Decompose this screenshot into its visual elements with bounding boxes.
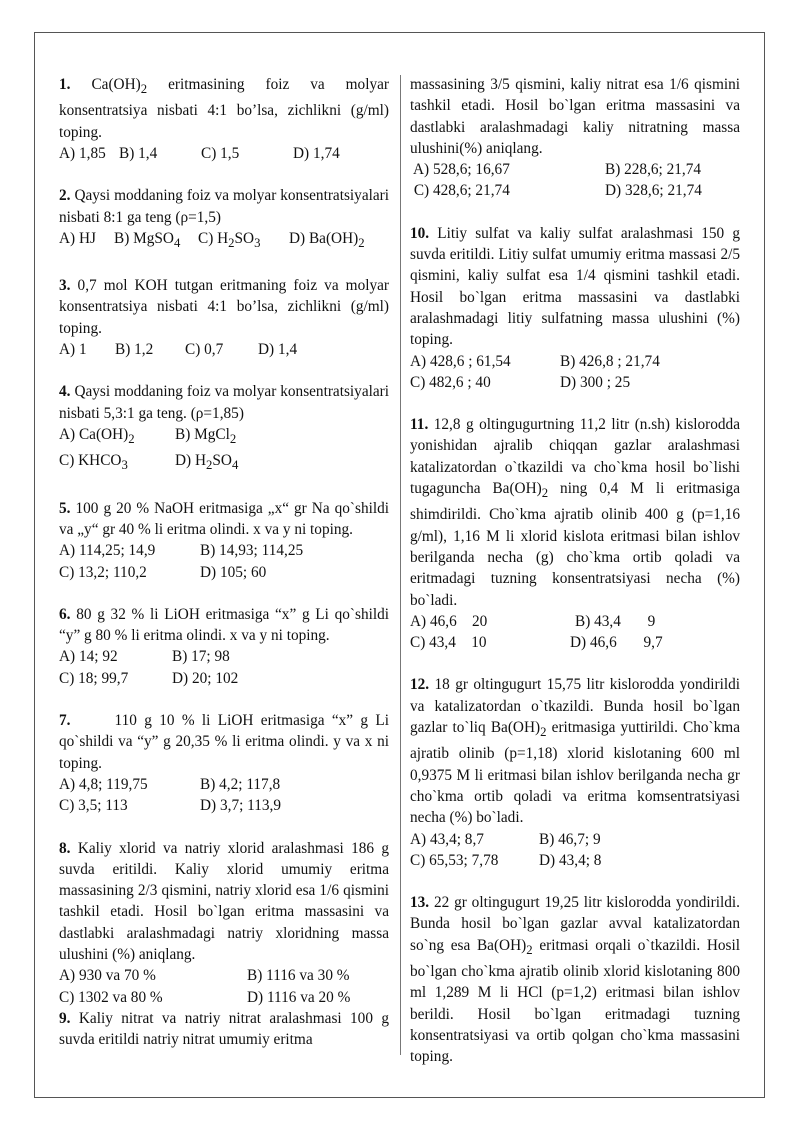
answer-row — [59, 774, 389, 795]
question-body: 12,8 g oltingugurtning 11,2 litr (n.sh) kislorodda yonishidan ajralib chiqqan gazlar aralashmasi katalizatordan o`tkazildi va cho`kma hosil bo`lishi tugaguncha $Ba(OH)_2$ ning 0,4 M li eritmasiga shimdirildi. Cho`kma ajratib olinib 400 g (p=1,16 g/ml), 1,16 M li xlorid kislota eritmasi bilan ishlov berilganda necha (g) cho`kma ortib qoladi va eritmadagi tuzning konsentratsiyasi necha (%) bo`ladi. — [410, 416, 740, 609]
question-text — [59, 275, 389, 339]
question-body: Qaysi moddaning foiz va molyar konsentratsiyalari nisbati 8:1 ga teng (ρ=1,5) — [59, 187, 389, 226]
question-text — [59, 710, 389, 774]
answer-options — [410, 159, 740, 202]
question-body: 110 g 10 % li LiOH eritmasiga “x” g Li qo`shildi va “y” g 20,35 % li eritma olindi. y va x ni toping. — [59, 712, 389, 772]
right-column — [410, 74, 740, 1089]
answer-option: B) 426,8 ; 21,74 — [560, 352, 660, 370]
answer-options — [59, 339, 389, 360]
answer-option: B) 1116 va 30 % — [247, 967, 350, 985]
answer-row — [410, 829, 740, 850]
question-text — [410, 414, 740, 611]
answer-option: A) 46,6 20 — [410, 612, 488, 630]
answer-option: A) 1 — [59, 341, 87, 359]
column-divider — [400, 75, 401, 1055]
answer-option: B) 228,6; 21,74 — [605, 161, 702, 179]
question-text — [59, 185, 389, 228]
answer-option: D) 46,6 9,7 — [570, 634, 663, 652]
question-text — [59, 1008, 389, 1051]
answer-row — [410, 180, 740, 201]
question-block — [410, 223, 740, 393]
answer-option: D) 1,74 — [293, 144, 340, 162]
answer-options — [410, 351, 740, 394]
question-number: 1. — [59, 76, 71, 93]
question-block — [59, 604, 389, 689]
question-block — [59, 74, 389, 164]
answer-row — [59, 562, 389, 583]
question-body: Litiy sulfat va kaliy sulfat aralashmasi 150 g suvda eritildi. Litiy sulfat umumiy eritma massasi 2/5 qismini, kaliy sulfat esa 1/4 qismini tashkil etadi. Hosil bo`lgan eritma massasini va dastlabki aralashmadagi litiy sulfatning massa ulushini (%) toping. — [410, 224, 740, 349]
answer-option: B) MgCl$_2$ — [175, 425, 237, 446]
question-block — [59, 838, 389, 1008]
answer-options — [59, 646, 389, 689]
question-number: 5. — [59, 499, 71, 517]
question-number: 6. — [59, 605, 71, 623]
answer-option: D) 328,6; 21,74 — [605, 182, 702, 200]
answer-row — [59, 143, 389, 164]
question-number: 9. — [59, 1009, 71, 1027]
answer-row — [410, 159, 740, 180]
answer-row — [410, 372, 740, 393]
answer-option: D) 3,7; 113,9 — [200, 797, 282, 815]
question-text — [59, 74, 389, 143]
question-body: massasining 3/5 qismini, kaliy nitrat esa 1/6 qismini tashkil etadi. Hosil bo`lgan eritma massasini va dastlabki aralashmadagi kaliy nitratning massa ulushini(%) aniqlang. — [410, 76, 740, 157]
question-number: 3. — [59, 277, 71, 295]
question-block — [59, 1008, 389, 1051]
answer-option: A) 4,8; 119,75 — [59, 775, 148, 793]
question-block — [59, 275, 389, 360]
question-number: 2. — [59, 187, 71, 205]
answer-option: B) 4,2; 117,8 — [200, 775, 281, 793]
answer-option: C) 65,53; 7,78 — [410, 851, 499, 869]
question-body: Kaliy xlorid va natriy xlorid aralashmasi 186 g suvda eritildi. Kaliy xlorid umumiy eritma massasining 2/3 qismini, natriy xlorid esa 1/6 qismini tashkil etadi. Hosil bo`lgan eritma massasini va dastlabki aralashmadagi natriy xloridning massa ulushini (%) aniqlang. — [59, 839, 390, 963]
answer-option: D) $Ba(OH)_2$ — [289, 229, 365, 250]
answer-row — [59, 987, 389, 1008]
answer-option: A) 43,4; 8,7 — [410, 830, 484, 848]
question-body: Qaysi moddaning foiz va molyar konsentratsiyalari nisbati 5,3:1 ga teng. (ρ=1,85) — [59, 383, 389, 422]
question-number: 7. — [59, 712, 71, 730]
answer-row — [410, 351, 740, 372]
answer-row — [410, 611, 740, 632]
answer-option: A) 1,85 — [59, 144, 106, 162]
question-block — [410, 674, 740, 871]
question-body: $Ca(OH)_2$ eritmasining foiz va molyar konsentratsiya nisbati 4:1 bo’lsa, zichlikni (g/ml) toping. — [59, 76, 389, 141]
question-block — [410, 892, 740, 1067]
question-text — [410, 223, 740, 351]
answer-option: D) 20; 102 — [172, 669, 239, 687]
question-number: 8. — [59, 839, 71, 857]
answer-option: D) 105; 60 — [200, 563, 267, 581]
answer-row — [59, 795, 389, 816]
answer-option: D) 43,4; 8 — [539, 851, 602, 869]
answer-option: B) 14,93; 114,25 — [200, 542, 304, 560]
answer-option: D) 1116 va 20 % — [247, 988, 351, 1006]
answer-option: B) 17; 98 — [172, 648, 230, 666]
question-number: 10. — [410, 224, 430, 242]
answer-option: D) 300 ; 25 — [560, 373, 631, 391]
question-number: 13. — [410, 894, 430, 912]
question-text — [59, 381, 389, 424]
question-block — [59, 498, 389, 583]
answer-option: C) 1302 va 80 % — [59, 988, 163, 1006]
answer-row — [410, 632, 740, 653]
answer-row — [410, 850, 740, 871]
answer-options — [59, 143, 389, 164]
answer-options — [59, 965, 389, 1008]
answer-options — [59, 424, 389, 477]
answer-option: A) 114,25; 14,9 — [59, 542, 156, 560]
question-text — [410, 892, 740, 1067]
answer-row — [59, 646, 389, 667]
answer-option: C) 3,5; 113 — [59, 797, 128, 815]
answer-option: C) 1,5 — [201, 144, 240, 162]
answer-option: A) $Ca(OH)_2$ — [59, 425, 135, 446]
answer-option: C) 482,6 ; 40 — [410, 373, 491, 391]
answer-option: C) 428,6; 21,74 — [410, 182, 510, 200]
question-text — [59, 604, 389, 647]
answer-option: B) 1,2 — [115, 341, 154, 359]
answer-row — [59, 450, 389, 476]
answer-row — [59, 965, 389, 986]
answer-option: D) $H_2SO_4$ — [175, 452, 239, 473]
answer-option: D) 1,4 — [258, 341, 298, 359]
answer-row — [59, 424, 389, 450]
answer-options — [410, 611, 740, 654]
question-block — [59, 185, 389, 254]
question-number: 12. — [410, 676, 430, 694]
question-block — [410, 414, 740, 653]
answer-option: B) MgSO$_4$ — [114, 229, 181, 250]
answer-option: B) 46,7; 9 — [539, 830, 601, 848]
answer-option: C) 0,7 — [185, 341, 224, 359]
answer-row — [59, 540, 389, 561]
question-number: 11. — [410, 416, 429, 434]
question-number: 4. — [59, 383, 71, 401]
left-column — [59, 74, 389, 1071]
answer-option: C) 18; 99,7 — [59, 669, 129, 687]
question-body: 18 gr oltingugurt 15,75 litr kislorodda yondirildi va katalizatordan o`tkazildi. Bunda hosil bo`lgan gazlar to`liq $Ba(OH)_2$ eritmasiga yuttirildi. Cho`kma ajratib olinib (p=1,18) xlorid kislotaning 600 ml 0,9375 M li eritmasi bilan ishlov berilganda necha gr cho`kma ortib qoladi va eritma komsentratsiyasi necha (%) bo`ladi. — [410, 676, 740, 827]
question-body: 0,7 mol KOH tutgan eritmaning foiz va molyar konsentratsiya nisbati 4:1 bo’lsa, zichlikni (g/ml) toping. — [59, 277, 389, 337]
question-block — [410, 74, 740, 202]
question-text — [410, 74, 740, 159]
answer-option: C) $H_2SO_3$ — [198, 229, 261, 250]
answer-options — [59, 228, 389, 254]
answer-options — [59, 540, 389, 583]
answer-options — [410, 829, 740, 872]
answer-option: A) 528,6; 16,67 — [410, 161, 510, 179]
answer-row — [59, 668, 389, 689]
question-body: 22 gr oltingugurt 19,25 litr kislorodda yondirildi. Bunda hosil bo`lgan gazlar avval katalizatordan so`ng esa $Ba(OH)_2$ eritmasi orqali o`tkazildi. Hosil bo`lgan cho`kma ajratib olinib xlorid kislotaning 800 ml 1,289 M li HCl (p=1,2) eritmasi bilan ishlov berildi. Hosil bo`lgan eritmadagi tuzning konsentratsiyasi va ortib qolgan cho`kma massasini toping. — [410, 894, 741, 1066]
answer-option: B) 43,4 9 — [575, 612, 656, 630]
question-block — [59, 710, 389, 816]
answer-option: B) 1,4 — [119, 144, 158, 162]
answer-option: A) 428,6 ; 61,54 — [410, 352, 511, 370]
answer-option: A) 14; 92 — [59, 648, 118, 666]
question-text — [410, 674, 740, 828]
question-block — [59, 381, 389, 476]
question-body: Kaliy nitrat va natriy nitrat aralashmasi 100 g suvda eritildi natriy nitrat umumiy eritma — [59, 1009, 389, 1049]
question-body: 80 g 32 % li LiOH eritmasiga “x” g Li qo`shildi “y” g 80 % li eritma olindi. x va y ni toping. — [59, 605, 389, 645]
answer-option: A) 930 va 70 % — [59, 967, 156, 985]
answer-option: C) 43,4 10 — [410, 634, 487, 652]
answer-options — [59, 774, 389, 817]
question-text — [59, 838, 389, 966]
question-body: 100 g 20 % NaOH eritmasiga „x“ gr Na qo`shildi va „y“ gr 40 % li eritma olindi. x va y ni toping. — [59, 499, 390, 538]
answer-option: A) HJ — [59, 229, 96, 247]
answer-option: C) 13,2; 110,2 — [59, 563, 147, 581]
answer-row — [59, 228, 389, 254]
answer-row — [59, 339, 389, 360]
question-text — [59, 498, 389, 541]
answer-option: C) $KHCO_3$ — [59, 452, 128, 473]
